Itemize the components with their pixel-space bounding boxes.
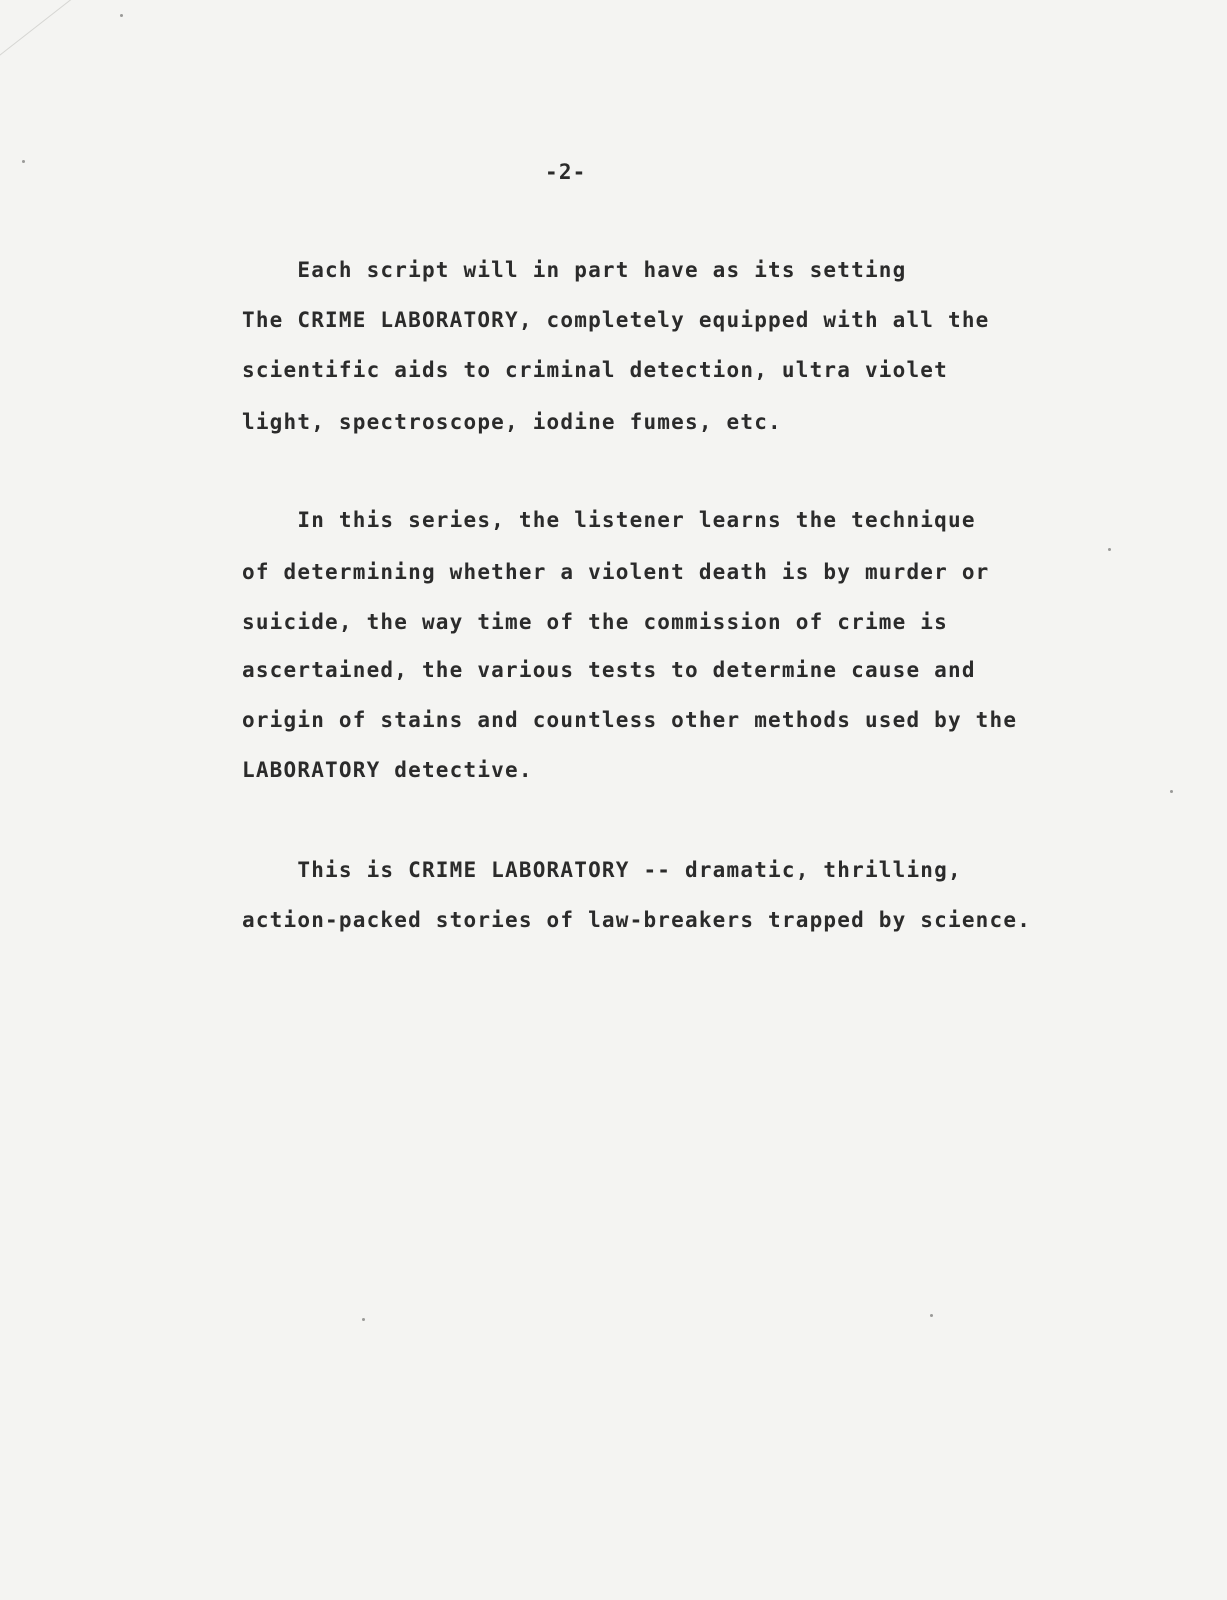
- paragraph-line: ascertained, the various tests to determine cause and: [242, 658, 976, 682]
- paragraph-line: Each script will in part have as its setting: [242, 258, 907, 282]
- paper-speck: [362, 1318, 365, 1321]
- paragraph-line: action-packed stories of law-breakers trapped by science.: [242, 908, 1032, 932]
- paragraph-line: LABORATORY detective.: [242, 758, 533, 782]
- paper-speck: [1170, 790, 1173, 793]
- paragraph-line: In this series, the listener learns the technique: [242, 508, 976, 532]
- paper-speck: [930, 1314, 933, 1317]
- page-number: -2-: [545, 160, 587, 184]
- paragraph-line: The CRIME LABORATORY, completely equipped with all the: [242, 308, 990, 332]
- paper-speck: [1108, 548, 1111, 551]
- paper-speck: [120, 14, 123, 17]
- paragraph-line: of determining whether a violent death is by murder or: [242, 560, 990, 584]
- paragraph-line: light, spectroscope, iodine fumes, etc.: [242, 410, 782, 434]
- paper-speck: [22, 160, 25, 163]
- paragraph-line: origin of stains and countless other methods used by the: [242, 708, 1018, 732]
- paragraph-line: suicide, the way time of the commission of crime is: [242, 610, 948, 634]
- paragraph-line: scientific aids to criminal detection, ultra violet: [242, 358, 948, 382]
- paper-edge-mark: [0, 0, 122, 71]
- paragraph-line: This is CRIME LABORATORY -- dramatic, thrilling,: [242, 858, 962, 882]
